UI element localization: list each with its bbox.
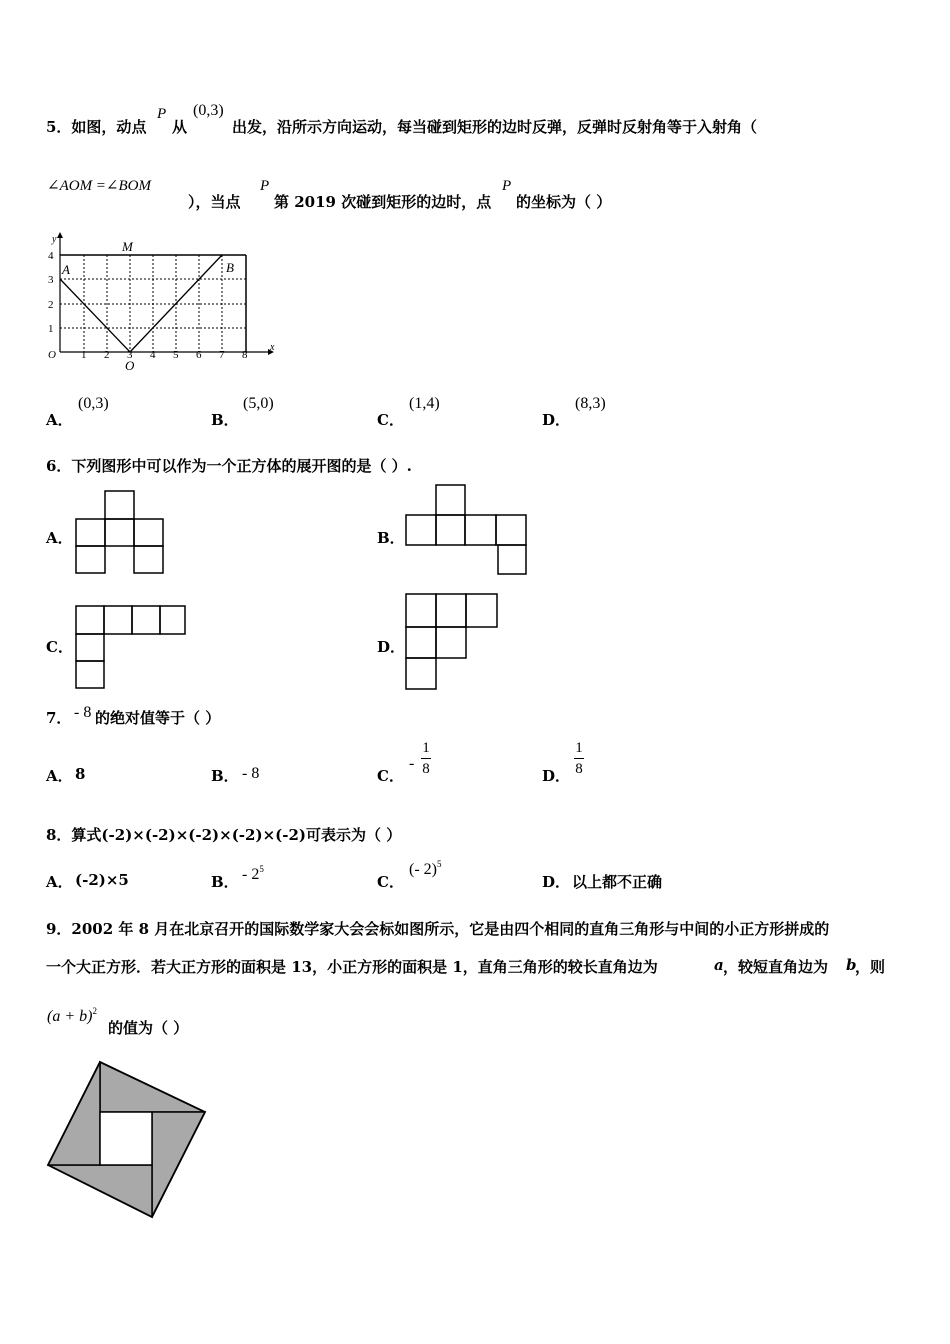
q5-x-tick: 1 [81, 349, 87, 361]
option-label: B． [211, 873, 239, 891]
power-base: (a + b) [47, 1008, 93, 1025]
fraction-denominator: 8 [422, 761, 430, 777]
power-base: - 2 [242, 866, 260, 883]
q5-y-axis-label: y [52, 234, 57, 245]
q6-net-a [75, 490, 167, 575]
option-value: (1,4) [409, 395, 440, 412]
option-value: (-2)×5 [75, 871, 129, 889]
q9-stem-part4: 的值为（ ） [108, 1019, 189, 1037]
q9-stem-part1: 一个大正方形．若大正方形的面积是 13，小正方形的面积是 1，直角三角形的较长直角边为 [46, 958, 658, 976]
power-exponent: 5 [259, 864, 264, 874]
option-label: A． [46, 873, 73, 891]
q5-y-tick: 2 [48, 299, 54, 311]
q5-stem-part2: 从 [172, 118, 188, 136]
q6-net-c [75, 605, 188, 691]
q6-net-d [405, 593, 501, 691]
option-label: D． [542, 411, 571, 429]
option-value [242, 864, 264, 884]
q5-point-m-label: M [122, 239, 133, 254]
q5-point-b-label: B [226, 260, 234, 275]
fraction-bar [421, 758, 431, 759]
q5-x-tick: 3 [127, 349, 133, 361]
q5-x-axis-label: x [270, 342, 275, 353]
option-value: (8,3) [575, 395, 606, 412]
fraction-denominator: 8 [575, 761, 583, 777]
q9-var-b: b [846, 956, 857, 974]
q5-x-tick: 4 [150, 349, 156, 361]
q5-stem-part1: 5．如图，动点 [46, 118, 147, 136]
option-label: B． [211, 767, 239, 785]
q9-stem-part2: ，较短直角边为 [723, 958, 829, 976]
q7-stem-text: 的绝对值等于（ ） [95, 709, 221, 727]
q5-y-ticks [48, 250, 54, 335]
fraction-numerator: 1 [422, 740, 430, 756]
option-label: A． [46, 411, 73, 429]
q5-x-tick: 8 [242, 349, 248, 361]
option-label: B． [377, 529, 405, 547]
q5-var-p3: P [502, 178, 512, 194]
q5-x-tick: 7 [219, 349, 225, 361]
fraction-numerator: 1 [575, 740, 583, 756]
q7-expression: - 8 [74, 704, 92, 721]
option-value: 8 [75, 765, 86, 783]
q9-stem-part3: ，则 [855, 958, 886, 976]
option-value [409, 859, 441, 879]
q9-var-a: a [714, 956, 724, 974]
q5-stem-part6: 的坐标为（ ） [516, 193, 612, 211]
q6-stem: 6．下列图形中可以作为一个正方体的展开图的是（ ）. [46, 457, 412, 475]
q9-stem-line1: 9．2002 年 8 月在北京召开的国际数学家大会会标如图所示，它是由四个相同的直角三角形与中间的小正方形拼成的 [46, 920, 830, 938]
option-label: D． [542, 873, 571, 891]
q5-var-p2: P [260, 178, 270, 194]
option-label: C． [377, 873, 404, 891]
q5-y-tick: 1 [48, 323, 54, 335]
q5-y-tick: 4 [48, 250, 54, 262]
option-label: A． [46, 529, 73, 547]
option-label: B． [211, 411, 239, 429]
q6-net-b [405, 484, 529, 577]
q5-x-tick: 2 [104, 349, 110, 361]
q5-stem-part4: ），当点 [188, 193, 241, 211]
q5-point-a-label: A [62, 262, 70, 277]
option-value: 以上都不正确 [572, 873, 663, 891]
option-label: D． [542, 767, 571, 785]
option-value: (5,0) [243, 395, 274, 412]
power-exponent: 2 [92, 1006, 97, 1016]
option-label: D． [377, 638, 406, 656]
q5-x-ticks [81, 349, 248, 361]
q5-var-p: P [157, 106, 167, 122]
power-base: (- 2) [409, 861, 437, 878]
q5-x-tick: 5 [173, 349, 179, 361]
q8-stem: 8．算式(-2)×(-2)×(-2)×(-2)×(-2)可表示为（ ） [46, 826, 402, 844]
power-exponent: 5 [436, 859, 442, 869]
q9-expression [47, 1006, 97, 1026]
q5-stem-part5: 第 2019 次碰到矩形的边时，点 [274, 193, 492, 211]
q5-start-point: (0,3) [193, 102, 224, 119]
q7-number: 7． [46, 709, 72, 727]
q5-angle-equation: ∠AOM =∠BOM [47, 178, 151, 194]
q5-origin-label: O [48, 349, 56, 361]
fraction [421, 740, 431, 777]
fraction-bar [574, 758, 584, 759]
option-label: C． [377, 411, 404, 429]
q5-x-tick: 6 [196, 349, 202, 361]
option-label: A． [46, 767, 73, 785]
fraction [574, 740, 584, 777]
q5-coordinate-graph [40, 230, 280, 375]
fraction-sign: - [409, 755, 415, 772]
q9-congress-logo-figure [46, 1058, 210, 1222]
option-value: - 8 [242, 765, 260, 782]
option-label: C． [46, 638, 73, 656]
q5-stem-part3: 出发，沿所示方向运动，每当碰到矩形的边时反弹，反弹时反射角等于入射角（ [232, 118, 758, 136]
q5-point-o-label: O [125, 358, 135, 373]
option-value: (0,3) [78, 395, 109, 412]
option-label: C． [377, 767, 404, 785]
q5-y-tick: 3 [48, 274, 54, 286]
